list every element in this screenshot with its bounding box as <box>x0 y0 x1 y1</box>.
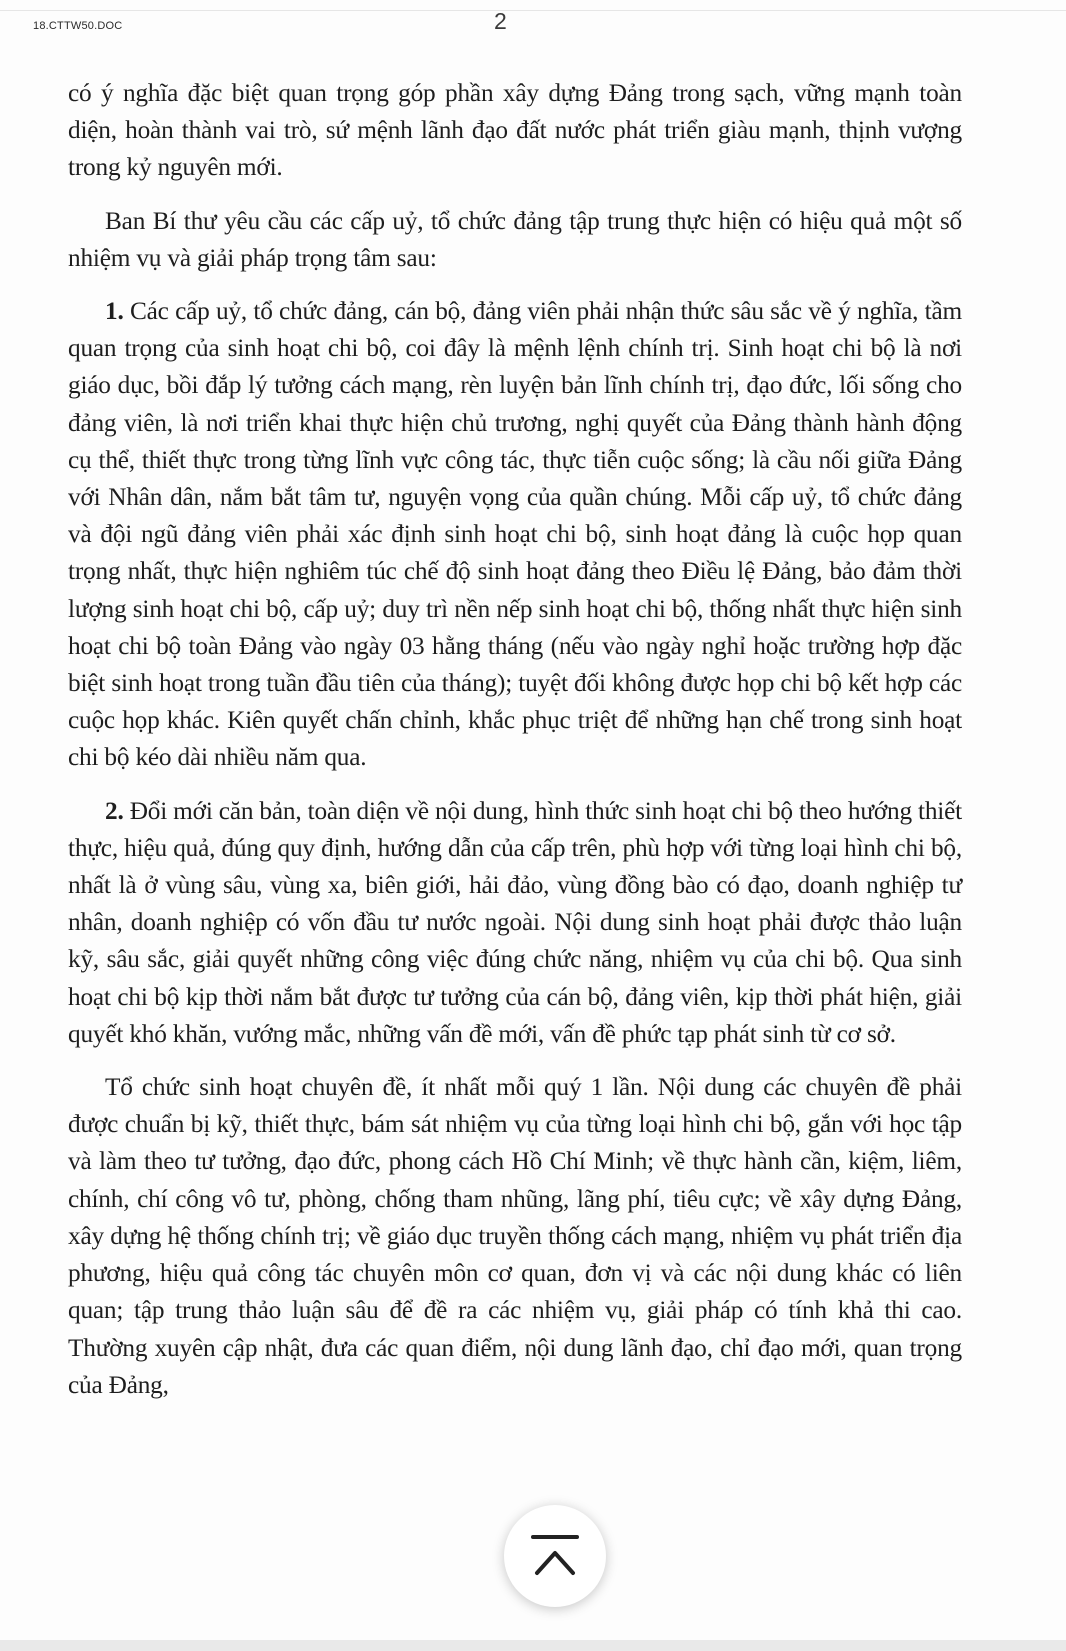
paragraph-request: Ban Bí thư yêu cầu các cấp uỷ, tổ chức đảng tập trung thực hiện có hiệu quả một số nhiệm vụ và giải pháp trọng tâm sau: <box>68 206 962 272</box>
document-filename: 18.CTTW50.DOC <box>33 20 123 32</box>
paragraph-task-2 <box>68 793 962 1053</box>
task-2-number: 2. <box>105 796 124 825</box>
bottom-bar <box>0 1640 1066 1651</box>
document-body <box>68 75 962 1420</box>
paragraph-task-1 <box>68 293 962 777</box>
task-1-number: 1. <box>105 297 124 326</box>
task-2-text: Đổi mới căn bản, toàn diện về nội dung, hình thức sinh hoạt chi bộ theo hướng thiết thực, hiệu quả, đúng quy định, hướng dẫn của cấp trên, phù hợp với từng loại hình chi bộ, nhất là ở vùng sâu, vùng xa, biên giới, hải đảo, vùng đồng bào có đạo, doanh nghiệp tư nhân, doanh nghiệp có vốn đầu tư nước ngoài. Nội dung sinh hoạt phải được thảo luận kỹ, sâu sắc, giải quyết những công việc đúng chức năng, nhiệm vụ của chi bộ. Qua sinh hoạt chi bộ kịp thời nắm bắt được tư tưởng của cán bộ, đảng viên, kịp thời phát hiện, giải quyết khó khăn, vướng mắc, những vấn đề mới, vấn đề phức tạp phát sinh từ cơ sở. <box>68 796 962 1048</box>
paragraph-thematic-sessions: Tổ chức sinh hoạt chuyên đề, ít nhất mỗi quý 1 lần. Nội dung các chuyên đề phải được chuẩn bị kỹ, thiết thực, bám sát nhiệm vụ của từng loại hình chi bộ, gắn với học tập và làm theo tư tưởng, đạo đức, phong cách Hồ Chí Minh; về thực hành cần, kiệm, liêm, chính, chí công vô tư, phòng, chống tham nhũng, lãng phí, tiêu cực; về xây dựng Đảng, xây dựng hệ thống chính trị; về giáo dục truyền thống cách mạng, nhiệm vụ phát triển địa phương, hiệu quả công tác chuyên môn cơ quan, đơn vị và các nội dung khác có liên quan; tập trung thảo luận sâu để đề ra các nhiệm vụ, giải pháp có tính khả thi cao. Thường xuyên cập nhật, đưa các quan điểm, nội dung lãnh đạo, chỉ đạo mới, quan trọng của Đảng, <box>68 1073 962 1399</box>
paragraph-continuation: có ý nghĩa đặc biệt quan trọng góp phần xây dựng Đảng trong sạch, vững mạnh toàn diện, hoàn thành vai trò, sứ mệnh lãnh đạo đất nước phát triển giàu mạnh, thịnh vượng trong kỷ nguyên mới. <box>68 79 962 182</box>
page-top-divider <box>0 10 1066 11</box>
page-number: 2 <box>494 8 507 34</box>
chevron-up-bar-icon <box>527 1531 583 1581</box>
scroll-to-top-button[interactable] <box>504 1505 606 1607</box>
task-1-text: Các cấp uỷ, tổ chức đảng, cán bộ, đảng viên phải nhận thức sâu sắc về ý nghĩa, tầm quan trọng của sinh hoạt chi bộ, coi đây là mệnh lệnh chính trị. Sinh hoạt chi bộ là nơi giáo dục, bồi đắp lý tưởng cách mạng, rèn luyện bản lĩnh chính trị, đạo đức, lối sống cho đảng viên, là nơi triển khai thực hiện chủ trương, nghị quyết của Đảng thành hành động cụ thể, thiết thực trong từng lĩnh vực công tác, thực tiễn cuộc sống; là cầu nối giữa Đảng với Nhân dân, nắm bắt tâm tư, nguyện vọng của quần chúng. Mỗi cấp uỷ, tổ chức đảng và đội ngũ đảng viên phải xác định sinh hoạt chi bộ, sinh hoạt đảng là cuộc họp quan trọng nhất, thực hiện nghiêm túc chế độ sinh hoạt đảng theo Điều lệ Đảng, bảo đảm thời lượng sinh hoạt chi bộ, cấp uỷ; duy trì nền nếp sinh hoạt chi bộ, thống nhất thực hiện sinh hoạt chi bộ toàn Đảng vào ngày 03 hằng tháng (nếu vào ngày nghỉ hoặc trường hợp đặc biệt sinh hoạt trong tuần đầu tiên của tháng); tuyệt đối không được họp chi bộ kết hợp các cuộc họp khác. Kiên quyết chấn chỉnh, khắc phục triệt để những hạn chế trong sinh hoạt chi bộ kéo dài nhiều năm qua. <box>68 297 962 772</box>
